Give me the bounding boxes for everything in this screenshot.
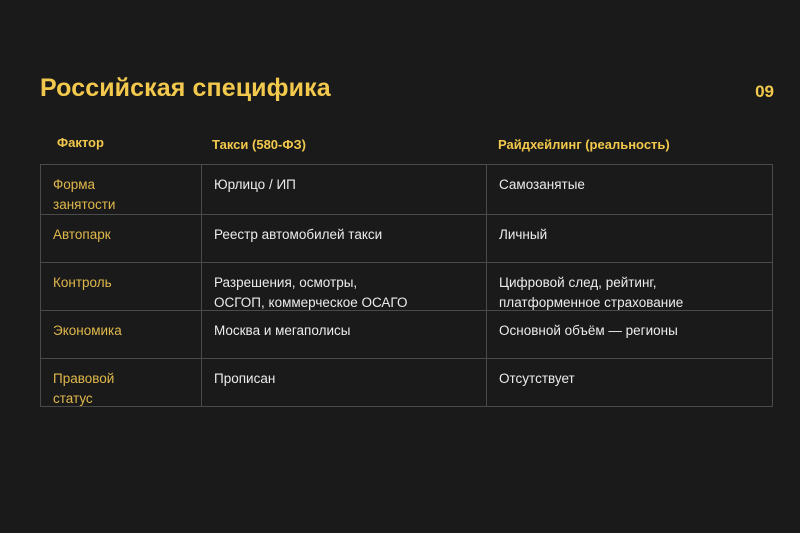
table-row — [40, 165, 773, 215]
header-taxi: Такси (580-ФЗ) — [212, 137, 306, 152]
table-row — [40, 359, 773, 407]
table-row — [40, 263, 773, 311]
ridehailing-cell: Цифровой след, рейтинг, платформенное страхование — [486, 263, 773, 310]
table-header — [40, 126, 773, 164]
factor-cell: Автопарк — [40, 215, 201, 262]
factor-cell: Правовой статус — [40, 359, 201, 406]
table-row — [40, 311, 773, 359]
table-row — [40, 215, 773, 263]
table-body — [40, 164, 773, 407]
factor-cell: Контроль — [40, 263, 201, 310]
ridehailing-cell: Основной объём — регионы — [486, 311, 773, 358]
taxi-cell: Прописан — [201, 359, 486, 406]
taxi-cell: Реестр автомобилей такси — [201, 215, 486, 262]
factor-cell: Экономика — [40, 311, 201, 358]
header-ridehailing: Райдхейлинг (реальность) — [498, 137, 670, 152]
taxi-cell: Разрешения, осмотры, ОСГОП, коммерческое ОСАГО — [201, 263, 486, 310]
comparison-table — [40, 126, 773, 407]
ridehailing-cell: Самозанятые — [486, 165, 773, 214]
header-factor: Фактор — [57, 135, 104, 150]
slide-number: 09 — [755, 82, 774, 101]
taxi-cell: Юрлицо / ИП — [201, 165, 486, 214]
factor-cell: Форма занятости — [40, 165, 201, 214]
ridehailing-cell: Личный — [486, 215, 773, 262]
slide-title: Российская специфика — [40, 74, 331, 102]
taxi-cell: Москва и мегаполисы — [201, 311, 486, 358]
ridehailing-cell: Отсутствует — [486, 359, 773, 406]
